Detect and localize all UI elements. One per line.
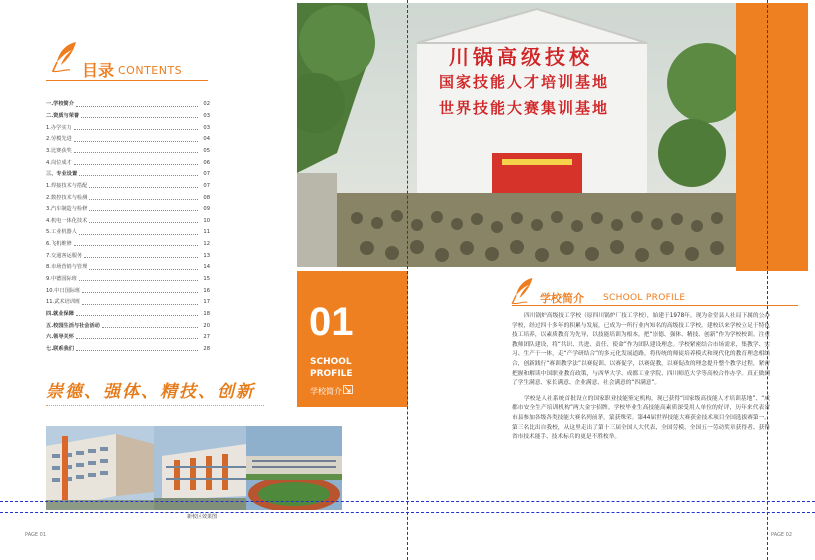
page-number-right: PAGE 02 [771,532,793,538]
toc-item[interactable]: 1.焊接技术与搭配 07 [46,182,210,189]
campus-rendering-2 [154,426,246,510]
toc-item[interactable]: 6.飞机维修 12 [46,241,210,248]
toc-item[interactable]: 2.劳模先进 04 [46,136,210,143]
toc-item[interactable]: 8.市场营销与管理 14 [46,264,210,271]
toc-item[interactable]: 1.办学实力 03 [46,124,210,131]
guide-line [407,0,408,560]
paragraph: 四川锅炉高级技工学校（原四川锅炉厂技工学校），始建于1978年，现为金堂县人社局下属的公办学校，经过四十多年的积累与发展，已成为一所行业内知名的高级技工学校。建校以来学校立足于特色技工培养，以素质教育为先导，以技能培训为根本，把“崇德、强体、精技、创新”作为学校校训。注重教师团队建设，将“共识、共进、责任、使命”作为团队建设理念。学校紧密结合市场需求，集教学、实习、生产于一体，走“产学研结合”的多元化发展道路，将传统的师徒培养模式和现代化的教育理念相结合，创新践行“赛训教学法”以赛促训、以赛促学，以赛促教，以赛促改的理念提升整个教学过程，紧密把握和解读中国职业教育政策，与西华大学、成都工业学院、四川师范大学等高校合作办学。真正做到了学生满意、家长满意、企业满意、社会满意的“四满意”。 [512,313,770,387]
paragraph: 学校是人社系统首批设立的国家职业技能鉴定机构，现已获得“国家级高技能人才培训基地”、“成都市安全生产培训机构”两大金字招牌。学校毕业生高技能高素质深受用人单位的好评，历年来代表省市县参加各级各类技能大赛名列前茅，蒙获殊荣。第44届世界技能大赛获金技术项目全国选拔赛第一。第三名比出自我校，从这里走出了第十三届全国人大代表、全国劳模、全国五一劳动奖章获得者、获得省市技术能手、技术标兵的更是不胜枚举。 [512,395,770,441]
school-profile-text [512,312,770,449]
quill-logo-icon [50,40,80,74]
section-label-en-2: PROFILE [310,369,353,379]
toc-item[interactable]: 2.数控技术与检测 08 [46,194,210,201]
toc-title: 目录 [82,61,115,80]
building-sign-line3: 世界技能大赛集训基地 [439,99,610,117]
section-divider [512,305,798,306]
guide-line [0,501,815,502]
guide-line [767,0,768,560]
accent-bar [736,3,808,271]
motto-divider [46,404,264,406]
toc-item[interactable]: 四.就业保障 18 [46,310,210,317]
toc-item[interactable]: 10.中日国际班 16 [46,287,210,294]
section-title: 学校简介 [540,292,584,305]
campus-rendering-3 [246,426,342,510]
toc-item[interactable]: 五.校园生活与社会活动 20 [46,322,210,329]
toc-divider [46,80,208,81]
toc-item[interactable]: 三、专业设置 07 [46,171,210,178]
section-badge [297,271,408,407]
toc-item[interactable]: 一.学校简介 02 [46,101,210,108]
toc-item[interactable]: 9.中德国际班 15 [46,276,210,283]
building-sign-line1: 川锅高级技校 [449,45,593,69]
school-motto: 崇德、强体、精技、创新 [46,382,255,402]
toc-item[interactable]: 3.比赛获奖 05 [46,148,210,154]
campus-caption: 新校区效果图 [187,514,218,520]
toc-item[interactable]: 七.联系我们 28 [46,345,210,352]
campus-rendering-1 [46,426,154,510]
arrow-icon [343,385,353,394]
building-sign-line2: 国家技能人才培训基地 [439,73,610,91]
section-number: 01 [309,300,354,344]
toc-item[interactable]: 二.资质与荣誉 03 [46,113,210,120]
toc-item[interactable]: 11.武术培训班 17 [46,299,210,306]
quill-icon [510,276,536,306]
page-number-left: PAGE 01 [25,532,47,538]
toc-list [46,96,210,352]
campus-event-photo [297,3,736,267]
section-label-en: SCHOOL [310,357,352,367]
toc-item[interactable]: 六.领导关怀 27 [46,334,210,341]
toc-item[interactable]: 5.工业机器人 11 [46,229,210,236]
guide-line [0,512,815,513]
toc-item[interactable]: 4.机电一体化技术 10 [46,217,210,224]
section-label-cn: 学校简介 [310,387,342,396]
toc-title-en: CONTENTS [118,64,183,77]
toc-item[interactable]: 4.岗位成才 06 [46,159,210,166]
section-title-en: SCHOOL PROFILE [603,293,686,303]
toc-item[interactable]: 7.交通客运服务 13 [46,252,210,259]
toc-item[interactable]: 3.汽车制造与检修 09 [46,206,210,213]
